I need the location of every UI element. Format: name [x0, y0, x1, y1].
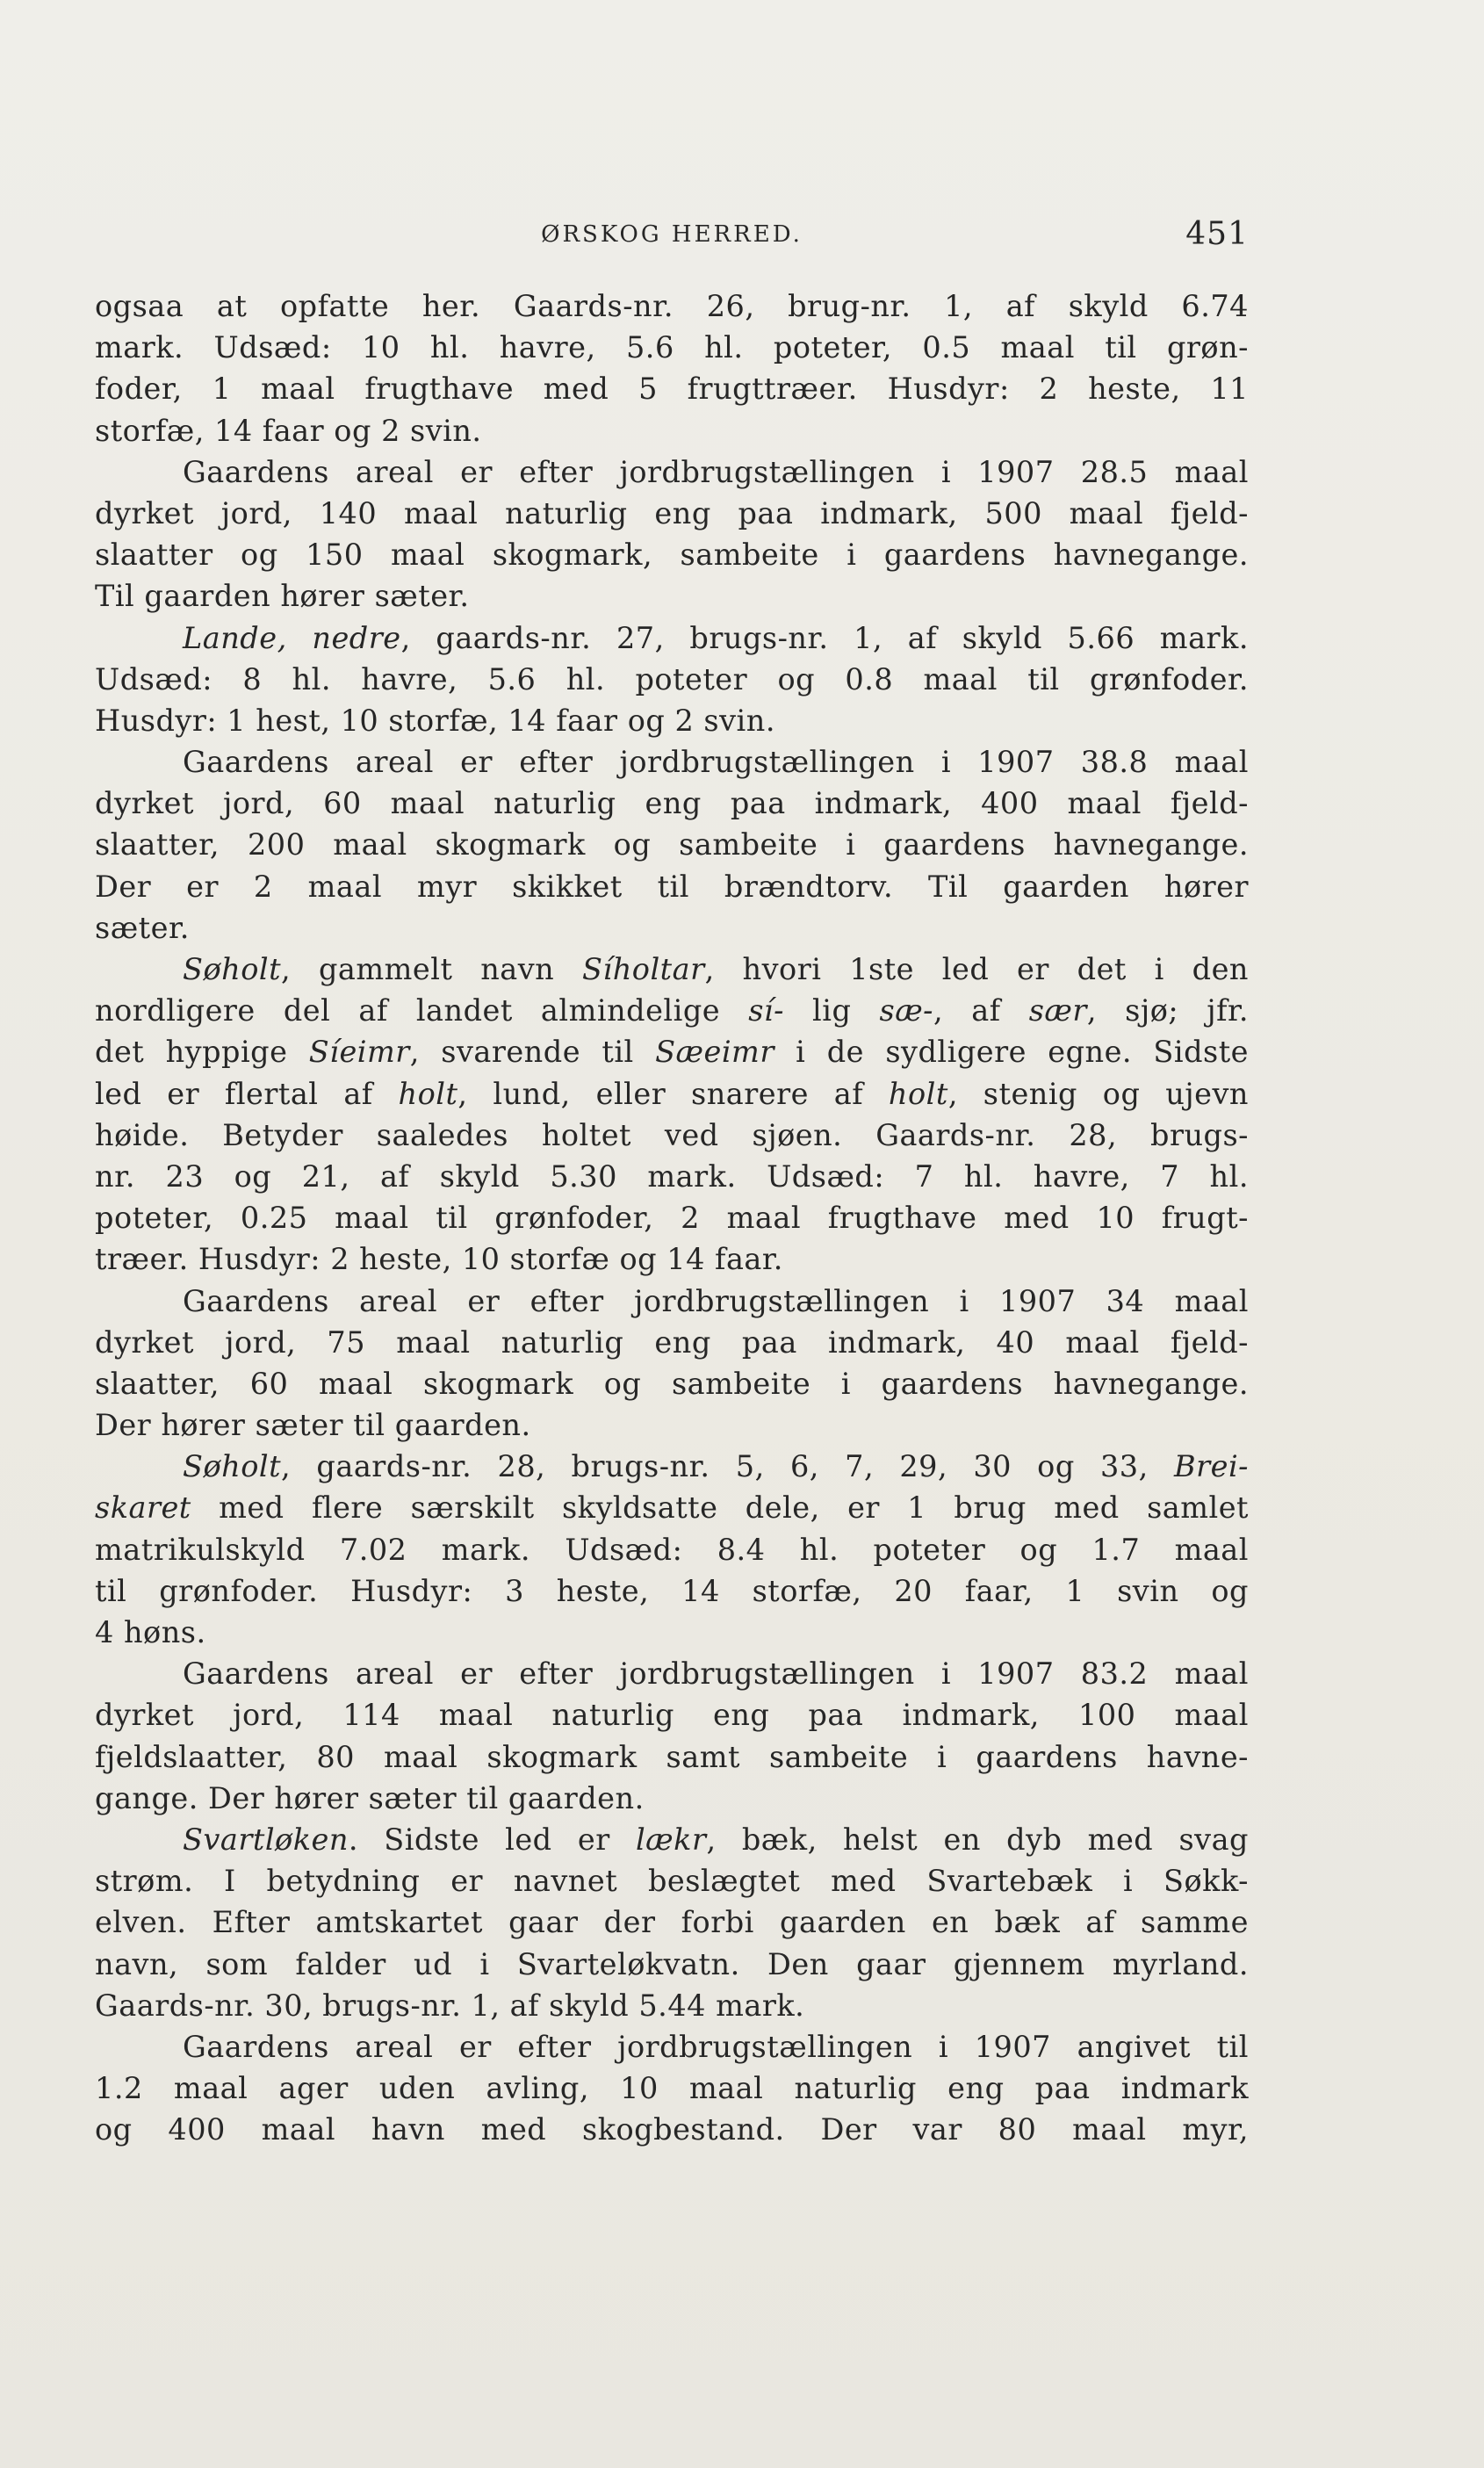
text-line	[95, 907, 1249, 949]
text-run: til grønfoder. Husdyr: 3 heste, 14 storfæ, 20 faar, 1 svin og	[95, 1573, 1249, 1608]
text-run: poteter, 0.25 maal til grønfoder, 2 maal frugthave med 10 frugt-	[95, 1201, 1249, 1236]
text-line	[95, 1902, 1249, 1943]
text-line	[95, 493, 1249, 534]
text-run: nordligere del af landet almindelige	[95, 993, 749, 1028]
text-line	[95, 1363, 1249, 1404]
italic-text: skaret	[95, 1490, 191, 1526]
page-number: 451	[1185, 216, 1249, 252]
text-run: matrikulskyld 7.02 mark. Udsæd: 8.4 hl. poteter og 1.7 maal	[95, 1532, 1249, 1567]
text-run: , stenig og ujevn	[947, 1076, 1250, 1111]
text-line	[95, 1322, 1249, 1363]
body-text	[95, 285, 1249, 2150]
text-line	[95, 866, 1249, 907]
italic-text: sær	[1028, 993, 1087, 1028]
text-line	[95, 783, 1249, 824]
text-line	[95, 1985, 1249, 2026]
page-header	[95, 216, 1249, 255]
text-run: , lund, eller snarere af	[457, 1076, 889, 1111]
text-run: slaatter og 150 maal skogmark, sambeite i gaardens havnegange.	[95, 538, 1249, 573]
paragraph-first-line	[95, 617, 1249, 659]
text-run: , gaards-nr. 28, brugs-nr. 5, 6, 7, 29, 30 og 33,	[281, 1449, 1174, 1484]
paragraph-first-line	[95, 949, 1249, 990]
paragraph-first-line	[95, 741, 1249, 783]
text-run: Gaardens areal er efter jordbrugstællingen i 1907 28.5 maal	[183, 454, 1249, 489]
text-run: dyrket jord, 140 maal naturlig eng paa indmark, 500 maal fjeld-	[95, 495, 1249, 530]
text-run: med flere særskilt skyldsatte dele, er 1 brug med samlet	[191, 1490, 1249, 1526]
text-line	[95, 1612, 1249, 1653]
text-run: sæter.	[95, 910, 190, 945]
text-run: , af	[933, 993, 1029, 1028]
text-line	[95, 285, 1249, 327]
text-run: dyrket jord, 60 maal naturlig eng paa indmark, 400 maal fjeld-	[95, 786, 1249, 821]
text-line	[95, 1156, 1249, 1197]
italic-text: holt	[398, 1076, 458, 1111]
text-run: , svarende til	[409, 1035, 656, 1070]
text-line	[95, 1197, 1249, 1238]
text-run: fjeldslaatter, 80 maal skogmark samt sambeite i gaardens havne-	[95, 1739, 1249, 1774]
text-line	[95, 1238, 1249, 1280]
paragraph-first-line	[95, 451, 1249, 493]
italic-text: Síholtar	[582, 952, 705, 986]
text-line	[95, 368, 1249, 409]
italic-text: lækr	[635, 1822, 707, 1857]
text-run: , gaards-nr. 27, brugs-nr. 1, af skyld 5.66 mark.	[400, 620, 1250, 655]
text-run: Gaardens areal er efter jordbrugstællingen i 1907 angivet til	[183, 2029, 1249, 2064]
text-run: storfæ, 14 faar og 2 svin.	[95, 413, 482, 448]
italic-text: Søholt	[183, 1449, 282, 1484]
text-line	[95, 1115, 1249, 1156]
text-run: 1.2 maal ager uden avling, 10 maal naturlig eng paa indmark	[95, 2071, 1249, 2106]
text-line	[95, 659, 1249, 700]
text-run: gange. Der hører sæter til gaarden.	[95, 1780, 645, 1815]
italic-text: Sæeimr	[655, 1035, 774, 1070]
text-run: elven. Efter amtskartet gaar der forbi gaarden en bæk af samme	[95, 1905, 1249, 1940]
italic-text: Svartløken	[183, 1822, 349, 1857]
paragraph-first-line	[95, 2026, 1249, 2067]
italic-text: holt	[888, 1076, 948, 1111]
text-line	[95, 534, 1249, 575]
text-line	[95, 1487, 1249, 1528]
text-line	[95, 700, 1249, 741]
text-line	[95, 1778, 1249, 1819]
text-line	[95, 990, 1249, 1031]
italic-text: sæ-	[879, 993, 933, 1028]
text-line	[95, 327, 1249, 368]
text-line	[95, 1073, 1249, 1115]
italic-text: Lande, nedre	[183, 620, 401, 655]
text-run: nr. 23 og 21, af skyld 5.30 mark. Udsæd: 7 hl. havre, 7 hl.	[95, 1158, 1249, 1194]
text-run: 4 høns.	[95, 1615, 206, 1649]
text-run: strøm. I betydning er navnet beslægtet med Svartebæk i Søkk-	[95, 1864, 1249, 1899]
text-run: Der er 2 maal myr skikket til brændtorv. Til gaarden hører	[95, 869, 1249, 904]
text-run: , hvori 1ste led er det i den	[704, 952, 1249, 986]
text-run: , sjø; jfr.	[1086, 993, 1250, 1028]
italic-text: Søholt	[183, 952, 282, 986]
text-line	[95, 1944, 1249, 1985]
text-run: Der hører sæter til gaarden.	[95, 1408, 531, 1443]
text-run: Gaards-nr. 30, brugs-nr. 1, af skyld 5.44 mark.	[95, 1988, 805, 2023]
text-run: foder, 1 maal frugthave med 5 frugttræer. Husdyr: 2 heste, 11	[95, 372, 1249, 407]
text-line	[95, 1694, 1249, 1736]
text-run: dyrket jord, 114 maal naturlig eng paa indmark, 100 maal	[95, 1698, 1249, 1733]
italic-text: Síeimr	[308, 1035, 410, 1070]
text-run: Gaardens areal er efter jordbrugstællingen i 1907 83.2 maal	[183, 1656, 1249, 1692]
text-line	[95, 1860, 1249, 1902]
text-line	[95, 1570, 1249, 1612]
paragraph-first-line	[95, 1446, 1249, 1487]
text-run: det hyppige	[95, 1035, 309, 1070]
text-run: slaatter, 200 maal skogmark og sambeite i gaardens havnegange.	[95, 827, 1249, 862]
text-run: høide. Betyder saaledes holtet ved sjøen. Gaards-nr. 28, brugs-	[95, 1117, 1249, 1152]
text-run: mark. Udsæd: 10 hl. havre, 5.6 hl. poteter, 0.5 maal til grøn-	[95, 330, 1249, 365]
text-run: ogsaa at opfatte her. Gaards-nr. 26, brug-nr. 1, af skyld 6.74	[95, 289, 1249, 323]
text-line	[95, 575, 1249, 617]
text-run: navn, som falder ud i Svarteløkvatn. Den gaar gjennem myrland.	[95, 1946, 1249, 1981]
text-run: led er flertal af	[95, 1076, 399, 1111]
text-run: og 400 maal havn med skogbestand. Der var 80 maal myr,	[95, 2112, 1249, 2147]
text-line	[95, 1736, 1249, 1778]
text-run: lig	[783, 993, 880, 1028]
paragraph-first-line	[95, 1819, 1249, 1860]
text-line	[95, 2067, 1249, 2109]
running-head: ØRSKOG HERRED.	[541, 221, 803, 248]
text-line	[95, 1529, 1249, 1570]
text-run: Husdyr: 1 hest, 10 storfæ, 14 faar og 2 svin.	[95, 703, 775, 738]
text-line	[95, 410, 1249, 451]
text-line	[95, 1404, 1249, 1446]
text-run: i de sydligere egne. Sidste	[774, 1035, 1249, 1070]
text-run: dyrket jord, 75 maal naturlig eng paa indmark, 40 maal fjeld-	[95, 1324, 1249, 1360]
text-line	[95, 1031, 1249, 1072]
text-run: Gaardens areal er efter jordbrugstællingen i 1907 38.8 maal	[183, 745, 1249, 780]
italic-text: sí-	[748, 993, 784, 1028]
paragraph-first-line	[95, 1653, 1249, 1694]
text-run: træer. Husdyr: 2 heste, 10 storfæ og 14 faar.	[95, 1242, 783, 1277]
text-run: slaatter, 60 maal skogmark og sambeite i gaardens havnegange.	[95, 1366, 1249, 1401]
text-run: , bæk, helst en dyb med svag	[706, 1822, 1249, 1857]
text-line	[95, 2109, 1249, 2150]
text-run: Gaardens areal er efter jordbrugstællingen i 1907 34 maal	[183, 1283, 1249, 1318]
text-run: Udsæd: 8 hl. havre, 5.6 hl. poteter og 0.8 maal til grønfoder.	[95, 661, 1249, 696]
text-run: Til gaarden hører sæter.	[95, 579, 470, 614]
text-run: . Sidste led er	[348, 1822, 636, 1857]
paragraph-first-line	[95, 1281, 1249, 1322]
italic-text: Brei-	[1174, 1449, 1249, 1484]
text-line	[95, 824, 1249, 865]
text-run: , gammelt navn	[281, 952, 583, 986]
